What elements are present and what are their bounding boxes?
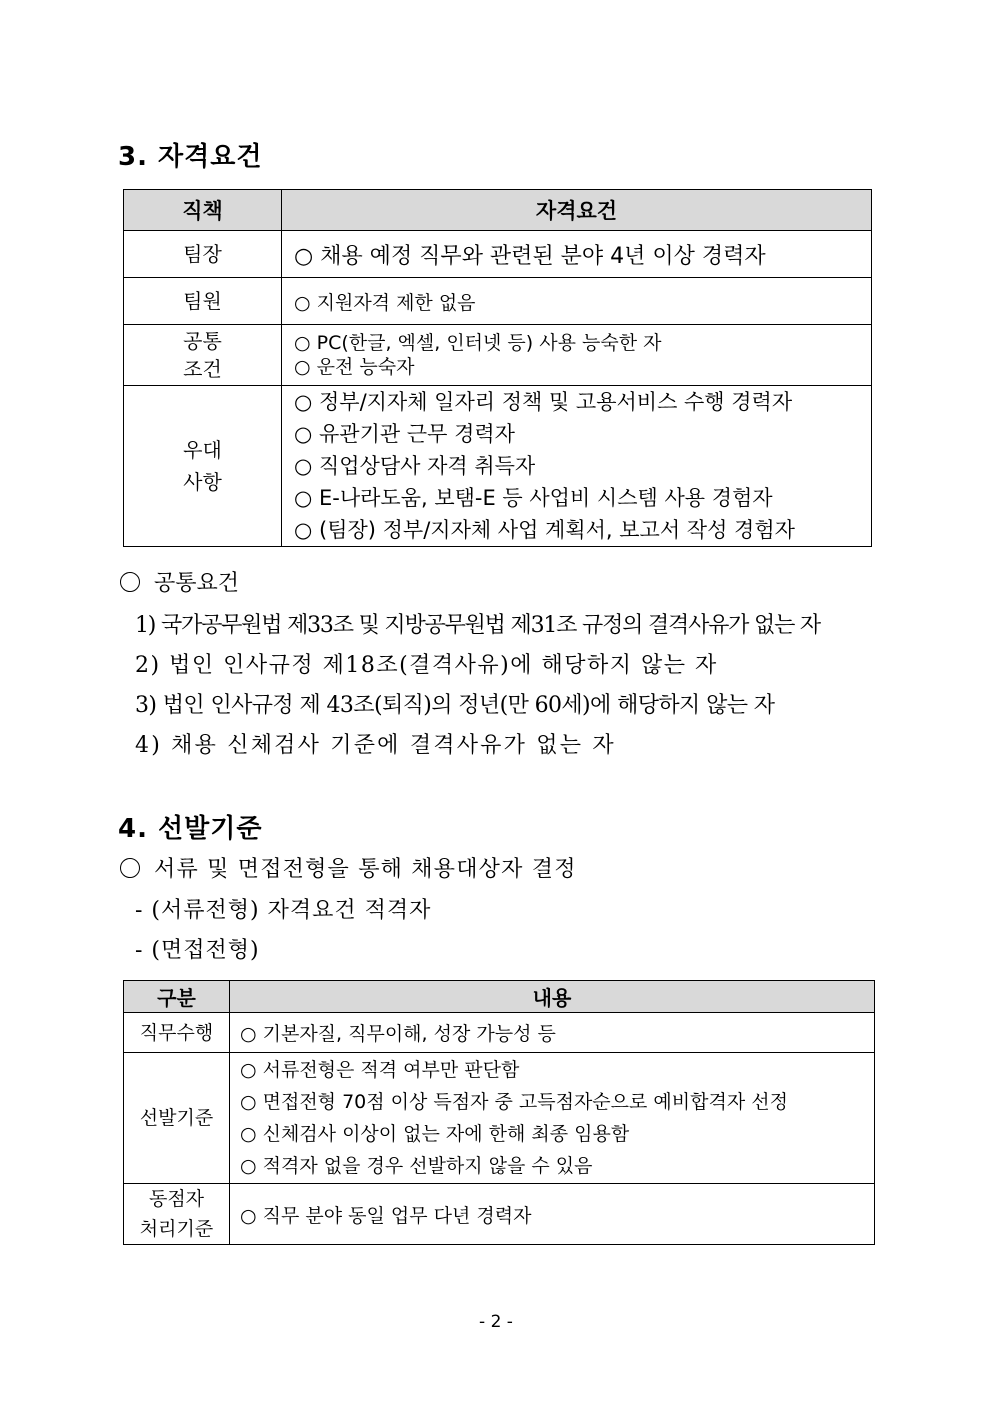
common-item: 4) 채용 신체검사 기준에 결격사유가 없는 자 (135, 733, 616, 758)
selection-table (123, 980, 875, 1245)
row-label: 팀장 (124, 231, 282, 278)
table-row (124, 1013, 875, 1053)
list-item: ○ 기본자질, 직무이해, 성장 가능성 등 (240, 1023, 556, 1045)
selection-intro-text: 서류 및 면접전형을 통해 채용대상자 결정 (154, 857, 577, 882)
row-label: 공통 조건 (124, 325, 282, 386)
header-position: 직책 (124, 190, 282, 231)
row-content (230, 1053, 875, 1184)
row-content (230, 1184, 875, 1245)
row-content (282, 325, 872, 386)
section-3-title: 3. 자격요건 (118, 142, 263, 172)
row-label: 직무수행 (124, 1013, 230, 1053)
selection-intro (118, 852, 577, 883)
list-item: ○ 직업상담사 자격 취득자 (294, 454, 536, 478)
table-row (124, 231, 872, 278)
row-content (230, 1013, 875, 1053)
table-row (124, 1053, 875, 1184)
list-item: ○ 신체검사 이상이 없는 자에 한해 최종 임용함 (240, 1123, 630, 1145)
selection-sub: - (면접전형) (135, 938, 260, 963)
list-item: ○ 면접전형 70점 이상 득점자 중 고득점자순으로 예비합격자 선정 (240, 1091, 788, 1113)
list-item: ○ (팀장) 정부/지자체 사업 계획서, 보고서 작성 경험자 (294, 518, 795, 542)
common-heading-text: 공통요건 (154, 571, 240, 596)
common-item: 3) 법인 인사규정 제 43조(퇴직)의 정년(만 60세)에 해당하지 않는 자 (135, 693, 775, 718)
circle-bullet-icon (120, 858, 140, 878)
header-category: 구분 (124, 981, 230, 1013)
table-row (124, 386, 872, 547)
list-item: ○ 지원자격 제한 없음 (294, 291, 476, 314)
list-item: ○ 적격자 없을 경우 선발하지 않을 수 있음 (240, 1155, 593, 1177)
row-label: 팀원 (124, 278, 282, 325)
list-item: ○ PC(한글, 엑셀, 인터넷 등) 사용 능숙한 자 (294, 332, 662, 354)
row-content (282, 278, 872, 325)
list-item: ○ 채용 예정 직무와 관련된 분야 4년 이상 경력자 (294, 243, 766, 269)
header-content: 내용 (230, 981, 875, 1013)
row-label: 선발기준 (124, 1053, 230, 1184)
table-row (124, 278, 872, 325)
table-row (124, 1184, 875, 1245)
common-item: 2) 법인 인사규정 제18조(결격사유)에 해당하지 않는 자 (135, 653, 718, 678)
list-item: ○ 직무 분야 동일 업무 다년 경력자 (240, 1204, 532, 1227)
common-heading (118, 566, 239, 597)
row-content (282, 386, 872, 547)
row-label: 우대 사항 (124, 386, 282, 547)
section-4-title: 4. 선발기준 (118, 814, 263, 844)
list-item: ○ 유관기관 근무 경력자 (294, 422, 515, 446)
list-item: ○ E-나라도움, 보탬-E 등 사업비 시스템 사용 경험자 (294, 486, 773, 510)
common-item: 1) 국가공무원법 제33조 및 지방공무원법 제31조 규정의 결격사유가 없는 자 (135, 613, 820, 638)
list-item: ○ 운전 능숙자 (294, 356, 415, 378)
row-label: 동점자 처리기준 (124, 1184, 230, 1245)
list-item: ○ 서류전형은 적격 여부만 판단함 (240, 1059, 520, 1081)
page-number: - 2 - (479, 1312, 513, 1332)
table-row (124, 325, 872, 386)
qualification-table (123, 189, 872, 547)
row-content (282, 231, 872, 278)
header-requirements: 자격요건 (282, 190, 872, 231)
selection-sub: - (서류전형) 자격요건 적격자 (135, 898, 432, 923)
list-item: ○ 정부/지자체 일자리 정책 및 고용서비스 수행 경력자 (294, 390, 793, 414)
circle-bullet-icon (120, 572, 140, 592)
